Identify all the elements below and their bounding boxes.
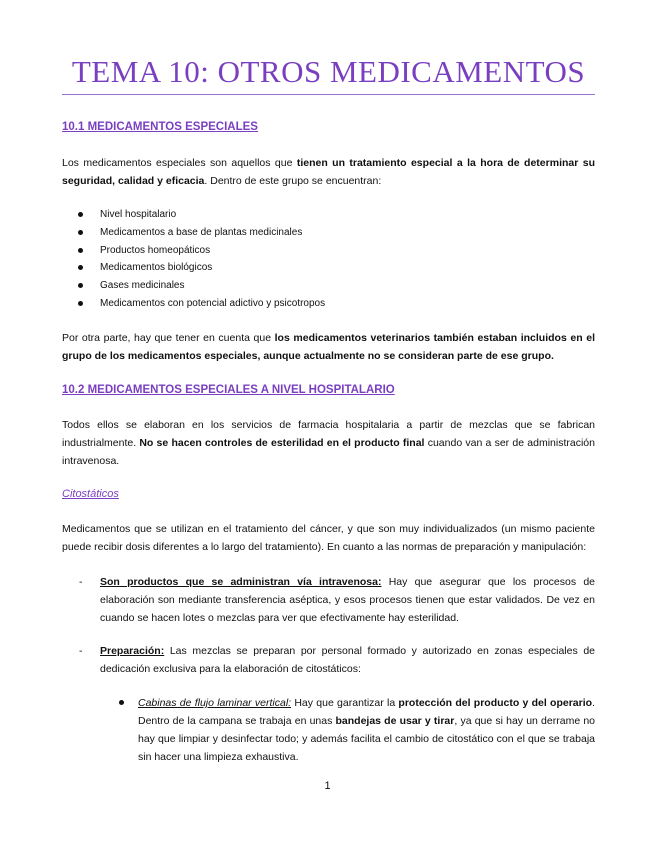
dash-item-content bbox=[100, 642, 595, 678]
dash-item-preparation bbox=[62, 642, 595, 678]
sub-item-laminar-flow bbox=[138, 694, 595, 766]
page-title: TEMA 10: OTROS MEDICAMENTOS bbox=[71, 54, 586, 89]
text-run: , ya que si hay un derrame no hay que limpiar y desinfectar todo; y además facilita el cambio de citostático con el que se trabaja sin hacer una limpieza exhaustiva. bbox=[138, 715, 595, 763]
section2-intro-paragraph bbox=[62, 416, 595, 470]
bullet-icon bbox=[119, 700, 124, 705]
bullet-icon bbox=[78, 283, 83, 288]
list-item bbox=[62, 259, 595, 277]
text-run: Los medicamentos especiales son aquellos que bbox=[62, 157, 297, 169]
list-item-label: Medicamentos con potencial adictivo y psicotropos bbox=[100, 297, 326, 309]
special-medicines-list bbox=[62, 206, 595, 313]
text-run: Todos ellos se elaboran en los servicios de farmacia hospitalaria a partir de mezclas que se fabrican industrialmente. bbox=[62, 419, 595, 449]
list-item-label: Productos homeopáticos bbox=[100, 244, 211, 256]
bullet-icon bbox=[78, 212, 83, 217]
bold-run: tienen un tratamiento especial a la hora de determinar su seguridad, calidad y eficacia bbox=[62, 157, 595, 187]
subheading-citostaticos: Citostáticos bbox=[62, 488, 119, 500]
bold-run: los medicamentos veterinarios también estaban incluidos en el grupo de los medicamentos especiales, aunque actualmente no se consideran parte de ese grupo. bbox=[62, 332, 595, 362]
text-run: Hay que garantizar la bbox=[291, 697, 399, 709]
list-item bbox=[62, 224, 595, 242]
list-item bbox=[62, 206, 595, 224]
text-run: cuando van a ser de administración intravenosa. bbox=[62, 437, 595, 467]
list-item-label: Medicamentos a base de plantas medicinales bbox=[100, 226, 303, 238]
list-item-label: Medicamentos biológicos bbox=[100, 262, 213, 274]
bold-run: protección del producto y del operario bbox=[398, 697, 593, 709]
title-divider bbox=[62, 94, 595, 95]
dash-marker: - bbox=[79, 645, 83, 657]
section-heading-10-2: 10.2 MEDICAMENTOS ESPECIALES A NIVEL HOSPITALARIO bbox=[62, 384, 395, 396]
dash-item-lead: Son productos que se administran vía intravenosa: bbox=[100, 576, 382, 588]
section1-intro-paragraph bbox=[62, 154, 595, 190]
bullet-icon bbox=[78, 265, 83, 270]
bold-run: No se hacen controles de esterilidad en el producto final bbox=[139, 437, 425, 449]
dash-item-intravenous bbox=[62, 573, 595, 627]
dash-item-text: Las mezclas se preparan por personal formado y autorizado en zonas especiales de dedicación exclusiva para la elaboración de citostáticos: bbox=[100, 645, 595, 675]
bullet-icon bbox=[78, 248, 83, 253]
text-run: . Dentro de la campana se trabaja en unas bbox=[138, 697, 595, 727]
dash-item-text: Hay que asegurar que los procesos de elaboración son mediante transferencia aséptica, y esos procesos tienen que estar validados. De vez en cuando se hacen lotes o mezclas para ver que efectivamente hay esterilidad. bbox=[100, 576, 596, 624]
dash-item-content bbox=[100, 573, 595, 627]
list-item-label: Gases medicinales bbox=[100, 280, 185, 292]
text-run: . Dentro de este grupo se encuentran: bbox=[204, 175, 382, 187]
section-heading-10-1: 10.1 MEDICAMENTOS ESPECIALES bbox=[62, 121, 258, 133]
citostaticos-intro-paragraph: Medicamentos que se utilizan en el tratamiento del cáncer, y que son muy individualizados (un mismo paciente puede recibir dosis diferentes a lo largo del tratamiento). En cuanto a las normas de preparación y manipulación: bbox=[62, 523, 595, 553]
sub-item-content bbox=[138, 694, 595, 766]
bullet-icon bbox=[78, 230, 83, 235]
list-item bbox=[62, 242, 595, 260]
veterinary-note-paragraph bbox=[62, 329, 595, 365]
dash-item-lead: Preparación: bbox=[100, 645, 165, 657]
bullet-icon bbox=[78, 301, 83, 306]
page-number: 1 bbox=[324, 780, 331, 792]
list-item-label: Nivel hospitalario bbox=[100, 209, 177, 220]
list-item bbox=[62, 277, 595, 295]
bold-run: bandejas de usar y tirar bbox=[335, 715, 455, 727]
sub-item-lead: Cabinas de flujo laminar vertical: bbox=[138, 697, 292, 709]
list-item bbox=[62, 295, 595, 313]
dash-marker: - bbox=[79, 576, 83, 588]
text-run: Por otra parte, hay que tener en cuenta que bbox=[62, 332, 275, 344]
